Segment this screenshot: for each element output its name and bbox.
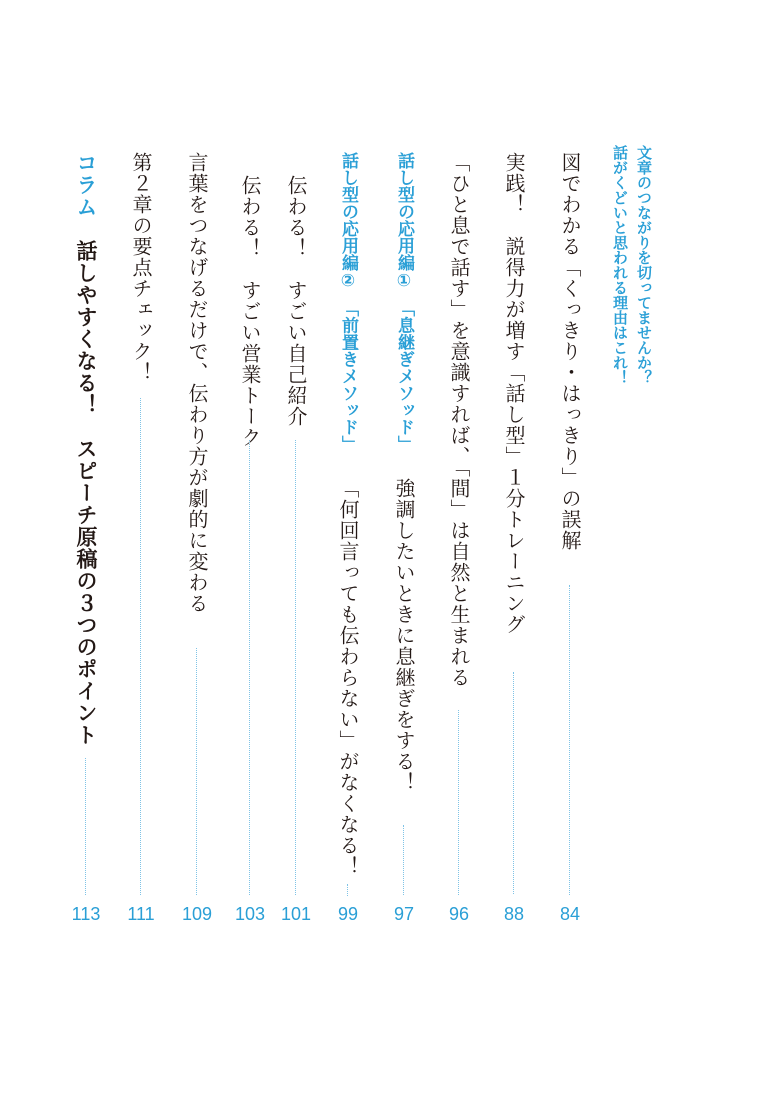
toc-page-number: 88 [503,904,525,924]
toc-page-number: 113 [71,904,101,924]
toc-entry-title: 図でわかる「くっきり・はっきり」の誤解 [558,152,582,551]
toc-entry[interactable] [550,0,590,1110]
toc-entry[interactable] [494,0,534,1110]
toc-entry-column[interactable] [66,0,106,1110]
toc-entry[interactable] [230,0,270,1110]
toc-entry-title: 言葉をつなげるだけで、伝わり方が劇的に変わる [185,152,209,614]
toc-leader-dots [85,758,86,895]
toc-page-number: 96 [448,904,470,924]
toc-page-number: 111 [127,904,155,924]
toc-subhead-col-2 [600,0,640,1110]
toc-subhead: 話がくどいと思われる理由はこれ！ [611,145,629,385]
toc-entry[interactable] [276,0,316,1110]
toc-entry[interactable] [328,0,368,1110]
toc-entry-prefix: 話し型の応用編① 「息継ぎメソッド」 [394,152,414,453]
toc-leader-dots [569,585,570,895]
toc-entry-title: 「ひと息で話す」を意識すれば、「間」は自然と生まれる [447,152,471,688]
toc-entry-prefix: コラム [74,152,98,218]
toc-leader-dots [347,884,348,896]
toc-leader-dots [403,825,404,895]
toc-entry-title: 第２章の要点チェック！ [129,152,153,383]
toc-entry[interactable] [439,0,479,1110]
toc-entry[interactable] [177,0,217,1110]
toc-page-number: 99 [337,904,359,924]
toc-entry-title: 伝わる！ すごい営業トーク [238,175,262,448]
toc-entry[interactable] [121,0,161,1110]
toc-leader-dots [295,440,296,895]
toc-page-number: 101 [280,904,312,924]
toc-leader-dots [249,440,250,895]
toc-page-number: 84 [559,904,581,924]
toc-entry-prefix: 話し型の応用編② 「前置きメソッド」 [338,152,358,453]
toc-subhead: 文章のつながりを切ってませんか？ [635,145,653,385]
toc-entry-title: 強調したいときに息継ぎをする！ [392,478,416,793]
toc-page-number: 103 [234,904,266,924]
toc-entry[interactable] [384,0,424,1110]
toc-page-number: 97 [393,904,415,924]
toc-leader-dots [196,648,197,895]
toc-leader-dots [513,672,514,894]
toc-entry-title: 伝わる！ すごい自己紹介 [284,175,308,427]
toc-entry-title: 「何回言っても伝わらない」がなくなる！ [336,478,360,877]
toc-leader-dots [458,710,459,895]
toc-page-number: 109 [181,904,213,924]
toc-entry-title: 話しやすくなる！ スピーチ原稿の３つのポイント [74,240,98,746]
toc-entry-title: 実践！ 説得力が増す「話し型」１分トレーニング [502,152,526,635]
toc-leader-dots [140,398,141,895]
